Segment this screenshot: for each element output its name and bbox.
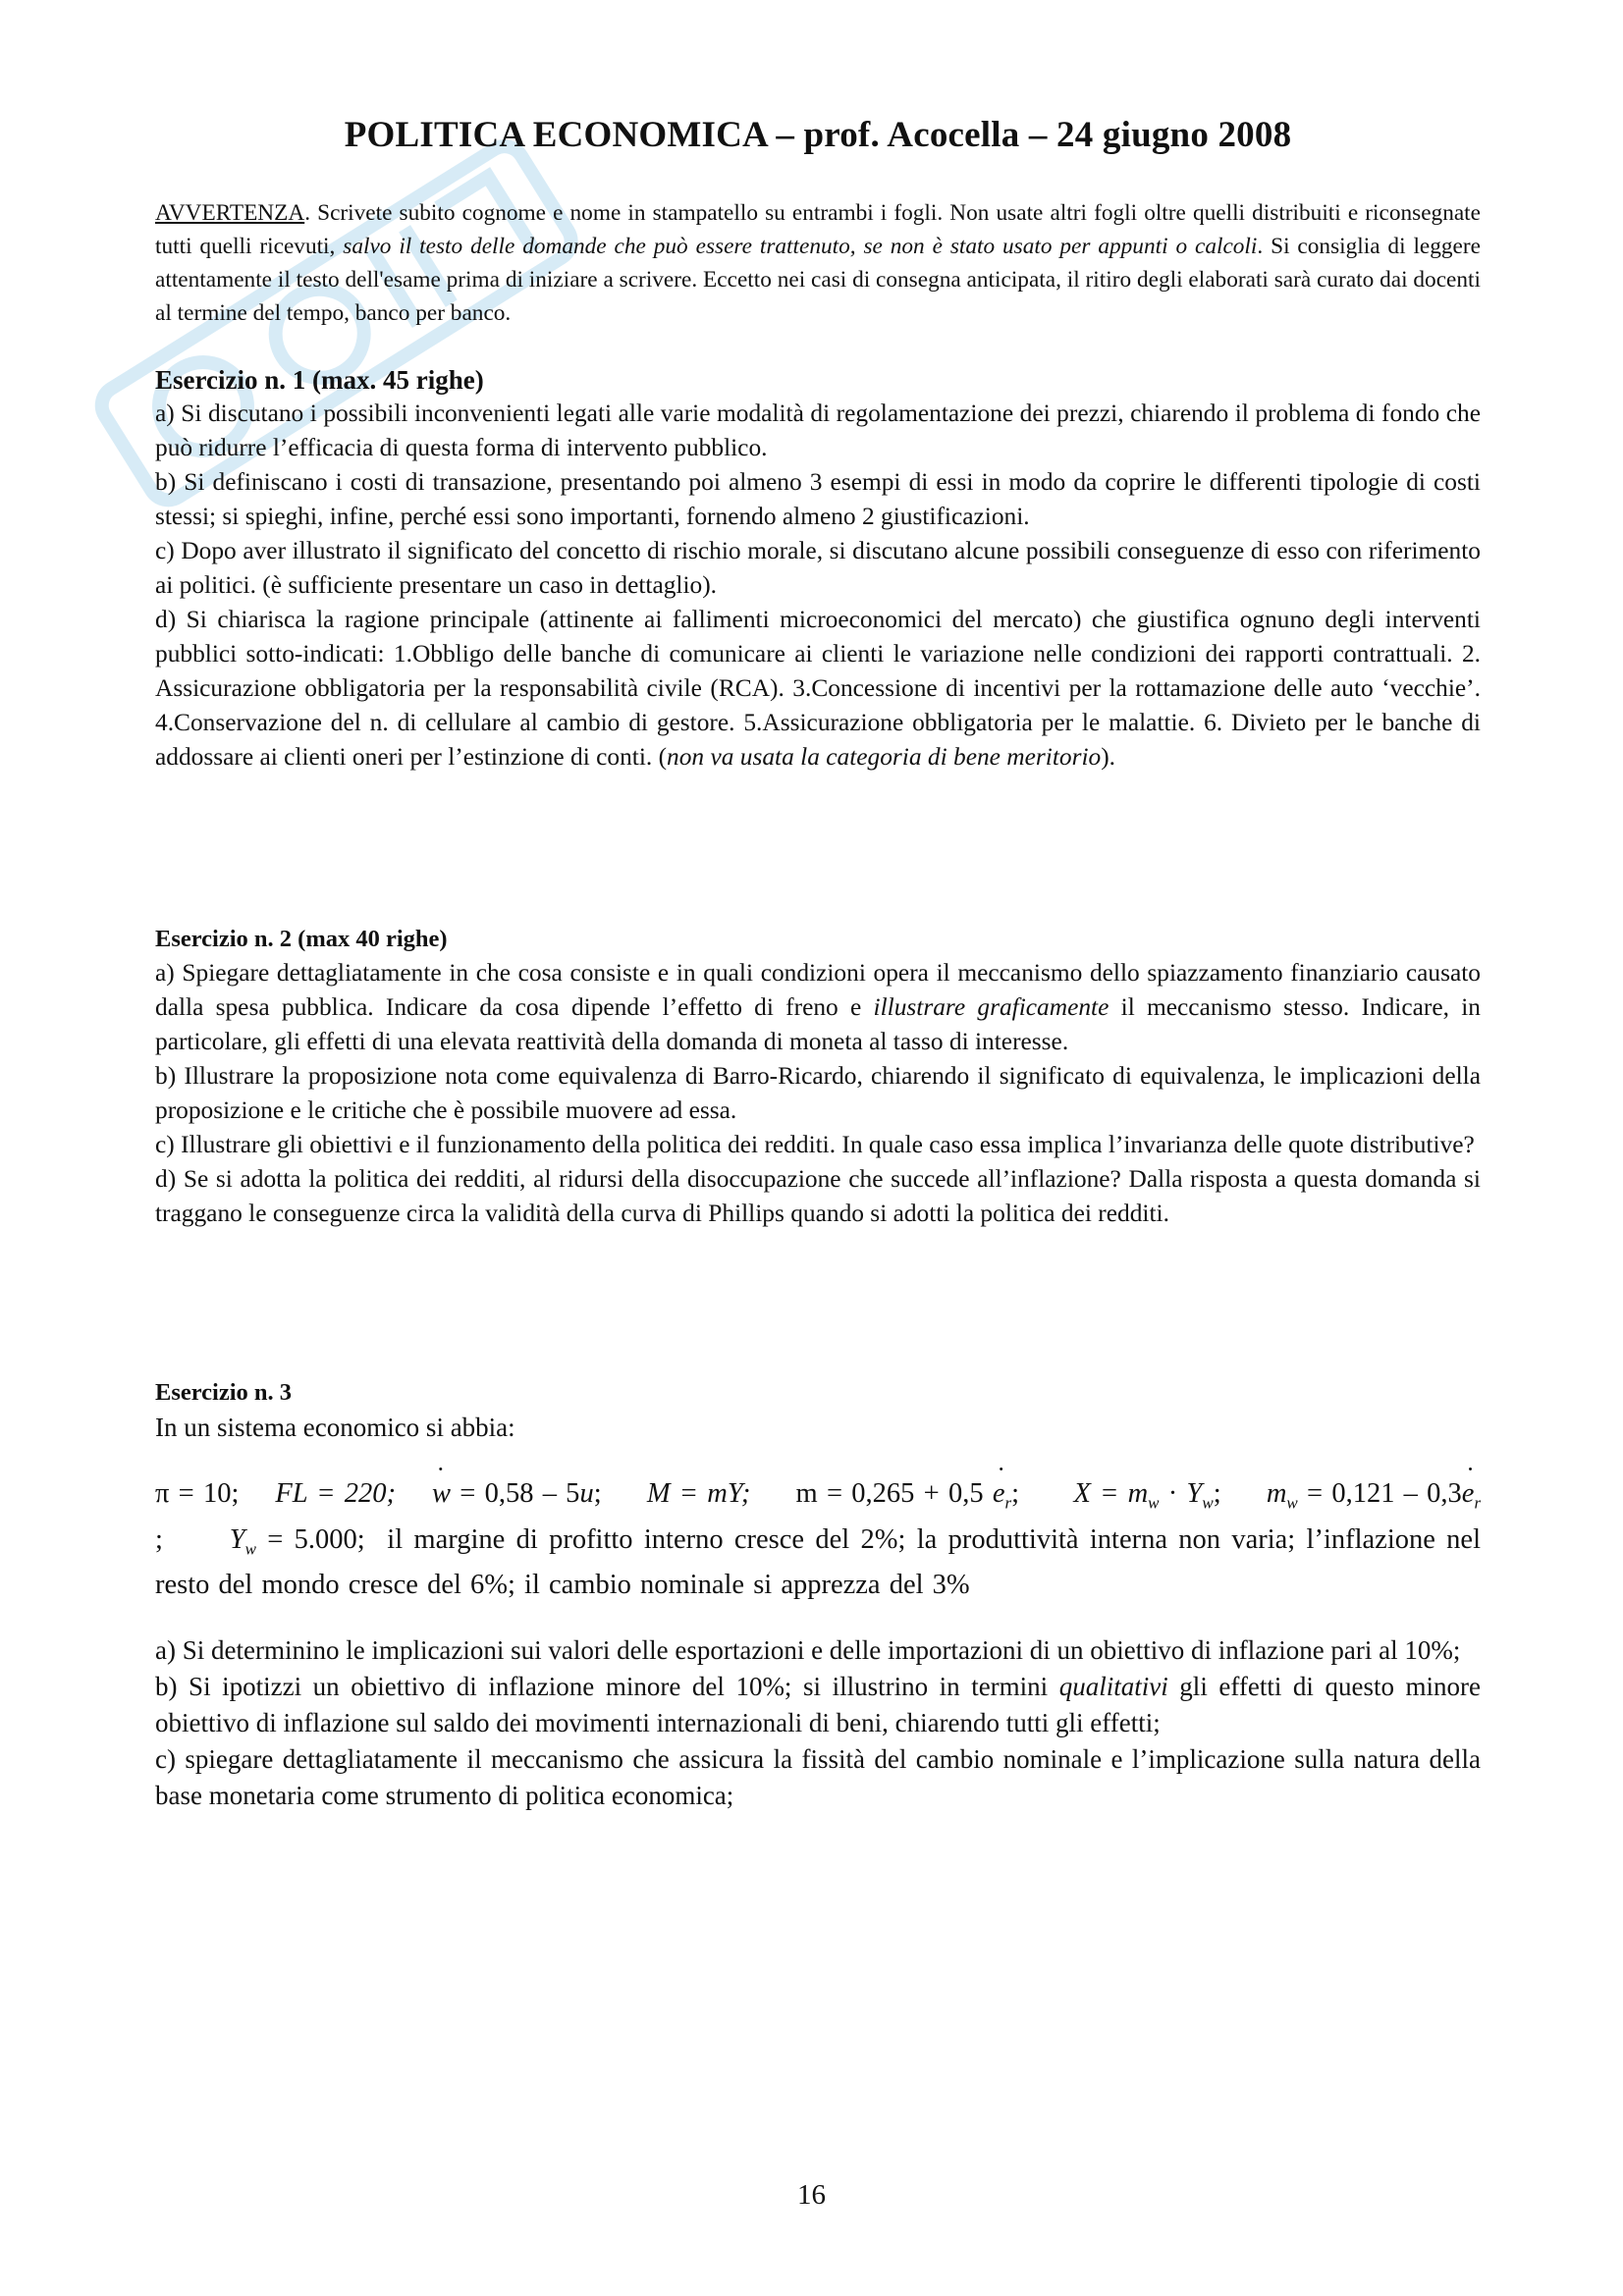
exercise-3-question-a: a) Si determinino le implicazioni sui valori delle esportazioni e delle importazioni di un obiettivo di inflazione pari al 10%; [155, 1635, 1461, 1666]
exercise-2-question-a [155, 956, 1481, 1059]
formula-er-symbol: ˙ $e_r$ [993, 1475, 1011, 1522]
page-title: POLITICA ECONOMICA – prof. Acocella – 24 giugno 2008 [344, 115, 1292, 155]
exercise-1-question-c: c) Dopo aver illustrato il significato del concetto di rischio morale, si discutano alcune possibili conseguenze di esso con riferimento ai politici. (è sufficiente presentare un caso in dettaglio). [155, 537, 1481, 599]
exercise-2-question-a-text-1: a) Spiegare dettagliatamente in che cosa consiste e in quali condizioni opera il meccanismo dello spiazzamento finanziario causato dalla spesa pubblica. Indicare da cosa dipende l’effetto di freno e [155, 959, 1481, 1021]
formula-m: M = mY; [646, 1478, 751, 1509]
exercise-1-question-d-text: d) Si chiarisca la ragione principale (attinente ai fallimenti microeconomici del mercato) che giustifica ognuno degli interventi pubblici sotto-indicati: 1.Obbligo delle banche di comunicare ai clienti le variazione nelle condizioni dei rapporti contrattuali. 2. Assicurazione obbligatoria per la responsabilità civile (RCA). 3.Concessione di incentivi per la rottamazione delle auto ‘vecchie’. 4.Conservazione del n. di cellulare al cambio di gestore. 5.Assicurazione obbligatoria per le malattie. 6. Divieto per le banche di addossare ai clienti oneri per l’estinzione di conti. ( [155, 606, 1481, 771]
exercise-3-question-b-text-1: b) Si ipotizzi un obiettivo di inflazione minore del 10%; si illustrino in termini [155, 1672, 1059, 1702]
warning-text-2: . Si consiglia di leggere attentamente il testo dell'esame prima di iniziare a scrivere. Eccetto nei casi di consegna anticipata, il ritiro degli elaborati sarà curato dai docenti al termine del tempo, banco per banco. [155, 234, 1481, 326]
exercise-2-heading: Esercizio n. 2 (max 40 righe) [155, 926, 448, 952]
formula-x: X = m [1073, 1478, 1149, 1509]
exercise-3-question-b-text-2: gli effetti di questo minore obiettivo di inflazione sul saldo dei movimenti internazionali di beni, chiarendo tutti gli effetti; [155, 1672, 1482, 1738]
formula-w: = 0,58 – 5 [460, 1478, 580, 1509]
formula-fl: FL = 220; [275, 1478, 397, 1509]
formula-text: il margine di profitto interno cresce del 2%; la produttività interna non varia; l’inflazione nel resto del mondo cresce del 6%; il cambio nominale si apprezza del 3% [155, 1523, 1482, 1601]
exercise-3-formulas: π = 10; FL = 220; ˙ w = 0,58 – 5u; M = mY; m = 0,265 + 0,5 ˙ $e_r$; $X = m_w \cdot Y_w$; $m_w = 0,121$ – 0,3˙ $e_r$; $Y_w = 5.000$; il margine di profitto interno cresce del 2%; la produttività interna non varia; l’inflazione nel resto del mondo cresce del 6%; il cambio nominale si apprezza del 3% [155, 1475, 1481, 1603]
exercise-1 [155, 363, 1481, 774]
warning-label: AVVERTENZA [155, 200, 305, 226]
exercise-3-question-b-italic: qualitativi [1058, 1672, 1168, 1702]
formula-pi: π = 10; [155, 1478, 240, 1509]
exercise-3-question-b [155, 1669, 1481, 1741]
warning-text-italic: salvo il testo delle domande che può essere trattenuto, se non è stato usato per appunti o calcoli [343, 234, 1258, 259]
exercise-3-question-c: c) spiegare dettagliatamente il meccanismo che assicura la fissità del cambio nominale e l’implicazione sulla natura della base monetaria come strumento di politica economica; [155, 1744, 1481, 1811]
formula-w-symbol: ˙ w [432, 1475, 451, 1512]
exercise-2 [155, 923, 1481, 1231]
exercise-2-question-a-text-2: il meccanismo stesso. Indicare, in particolare, gli effetti di una elevata reattività della domanda di moneta al tasso di interesse. [155, 993, 1481, 1055]
exercise-1-question-d [155, 603, 1481, 774]
exercise-1-heading: Esercizio n. 1 (max. 45 righe) [155, 365, 484, 395]
formula-yw: = 5.000; [267, 1523, 365, 1555]
exercise-2-question-b: b) Illustrare la proposizione nota come equivalenza di Barro-Ricardo, chiarendo il significato di equivalenza, le implicazioni della proposizione e le critiche che è possibile muovere ad essa. [155, 1062, 1481, 1124]
exercise-3 [155, 1376, 1481, 1814]
formula-m2: m = 0,265 + 0,5 [795, 1478, 984, 1509]
warning-text-1: . Scrivete subito cognome e nome in stampatello su entrambi i fogli. Non usate altri fogli oltre quelli distribuiti e riconsegnate tutti quelli ricevuti, [155, 200, 1481, 259]
formula-er-symbol-2: ˙ $e_r$ [1462, 1475, 1481, 1522]
formula-u-symbol: u [579, 1478, 594, 1509]
exercise-1-question-a: a) Si discutano i possibili inconvenienti legati alle varie modalità di regolamentazione dei prezzi, chiarendo il problema di fondo che può ridurre l’efficacia di questa forma di intervento pubblico. [155, 400, 1481, 461]
exercise-3-intro: In un sistema economico si abbia: [155, 1413, 515, 1442]
warning-paragraph [155, 196, 1481, 330]
exercise-1-question-b: b) Si definiscano i costi di transazione, presentando poi almeno 3 esempi di essi in modo da coprire le differenti tipologie di costi stessi; si spieghi, infine, perché essi sono importanti, fornendo almeno 2 giustificazioni. [155, 468, 1481, 530]
exercise-1-question-d-italic: non va usata la categoria di bene meritorio [667, 743, 1102, 771]
formula-mw-start: m [1266, 1478, 1287, 1509]
exercise-2-question-d: d) Se si adotta la politica dei redditi, al ridursi della disoccupazione che succede all’inflazione? Dalla risposta a questa domanda si traggano le conseguenze circa la validità della curva di Phillips quando si adotti la politica dei redditi. [155, 1165, 1481, 1227]
exercise-3-heading: Esercizio n. 3 [155, 1379, 293, 1406]
page-number: 16 [797, 2179, 826, 2211]
exercise-2-question-c: c) Illustrare gli obiettivi e il funzionamento della politica dei redditi. In quale caso essa implica l’invarianza delle quote distributive? [155, 1131, 1475, 1158]
exercise-2-question-a-italic: illustrare graficamente [873, 993, 1109, 1021]
formula-mw: 0,121 – 0,3 [1331, 1478, 1462, 1509]
exercise-1-question-d-end: ). [1101, 743, 1116, 771]
